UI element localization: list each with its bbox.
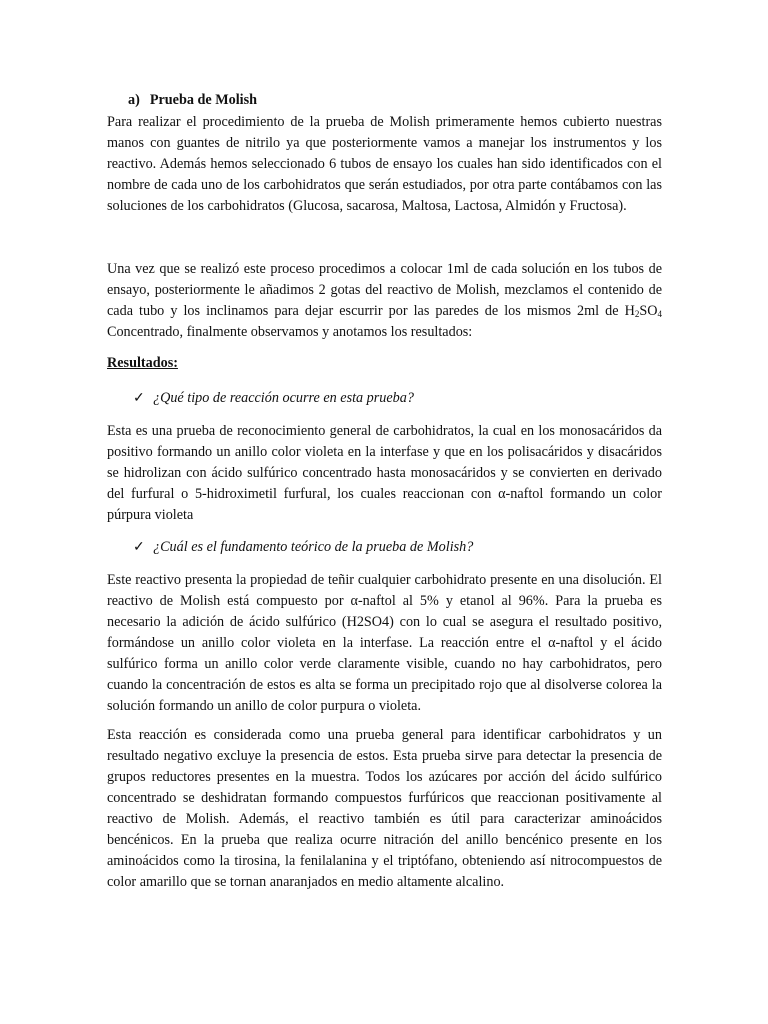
p2-text-before: Una vez que se realizó este proceso procedimos a colocar 1ml de cada solución en los tubos de ensayo, posteriormente le añadimos 2 gotas del reactivo de Molish, mezclamos el contenido de cada tubo y los inclinamos para dejar escurrir por las paredes de los mismos 2ml de H bbox=[107, 261, 662, 319]
question-text-1: ¿Qué tipo de reacción ocurre en esta prueba? bbox=[153, 390, 414, 406]
question-text-2: ¿Cuál es el fundamento teórico de la prueba de Molish? bbox=[153, 539, 474, 555]
answer-paragraph-3: Esta reacción es considerada como una prueba general para identificar carbohidratos y un resultado negativo excluye la presencia de estos. Esta prueba sirve para detectar la presencia de grupos reductores presentes en la muestra. Todos los azúcares por acción del ácido sulfúrico concentrado se deshidratan formando compuestos furfúricos que reaccionan positivamente al reactivo de Molish. Además, el reactivo también es útil para caracterizar aminoácidos bencénicos. En la prueba que realiza ocurre nitración del anillo bencénico presente en los aminoácidos como la tirosina, la fenilalanina y el triptófano, obteniendo así nitrocompuestos de color amarillo que se tornan anaranjados en medio altamente alcalino. bbox=[107, 727, 662, 890]
question-item-1 bbox=[133, 388, 414, 409]
p2-text-after: Concentrado, finalmente observamos y anotamos los resultados: bbox=[107, 324, 473, 340]
p2-subscript-2: 4 bbox=[657, 309, 662, 319]
question-item-2 bbox=[133, 537, 473, 558]
section-title: Prueba de Molish bbox=[149, 92, 258, 108]
checkmark-icon: ✓ bbox=[133, 539, 145, 555]
answer-paragraph-1: Esta es una prueba de reconocimiento general de carbohidratos, la cual en los monosacáridos da positivo formando un anillo color violeta en la interfase y que en los polisacáridos y disacáridos se hidrolizan con ácido sulfúrico concentrado hasta monosacáridos y se convierten en derivado del furfural o 5-hidroximetil furfural, los cuales reaccionan con α-naftol formando un color púrpura violeta bbox=[107, 423, 662, 523]
p2-subscript-1: 2 bbox=[634, 309, 640, 319]
checkmark-icon: ✓ bbox=[133, 390, 145, 406]
section-label: a) bbox=[128, 92, 140, 108]
answer-paragraph-2: Este reactivo presenta la propiedad de teñir cualquier carbohidrato presente en una disolución. El reactivo de Molish está compuesto por α-naftol al 5% y etanol al 96%. Para la prueba es necesario la adición de ácido sulfúrico (H2SO4) con lo cual se asegura el resultado positivo, formándose un anillo color violeta en la interfase. La reacción entre el α-naftol y el ácido sulfúrico forma un anillo color verde claramente visible, cuando no hay carbohidratos, pero cuando la concentración de estos es alta se forma un precipitado rojo que al disolverse colorea la solución formando un anillo de color purpura o violeta. bbox=[107, 572, 662, 714]
paragraph-procedure: Para realizar el procedimiento de la prueba de Molish primeramente hemos cubierto nuestras manos con guantes de nitrilo ya que posteriormente vamos a manejar los instrumentos y los reactivo. Además hemos seleccionado 6 tubos de ensayo los cuales han sido identificados con el nombre de cada uno de los carbohidratos que serán estudiados, por otra parte contábamos con las soluciones de los carbohidratos (Glucosa, sacarosa, Maltosa, Lactosa, Almidón y Fructosa). bbox=[107, 114, 662, 214]
p2-text-mid: SO bbox=[639, 303, 658, 319]
results-heading: Resultados: bbox=[107, 355, 178, 371]
section-heading bbox=[128, 90, 257, 111]
paragraph-procedure-steps bbox=[107, 259, 662, 343]
